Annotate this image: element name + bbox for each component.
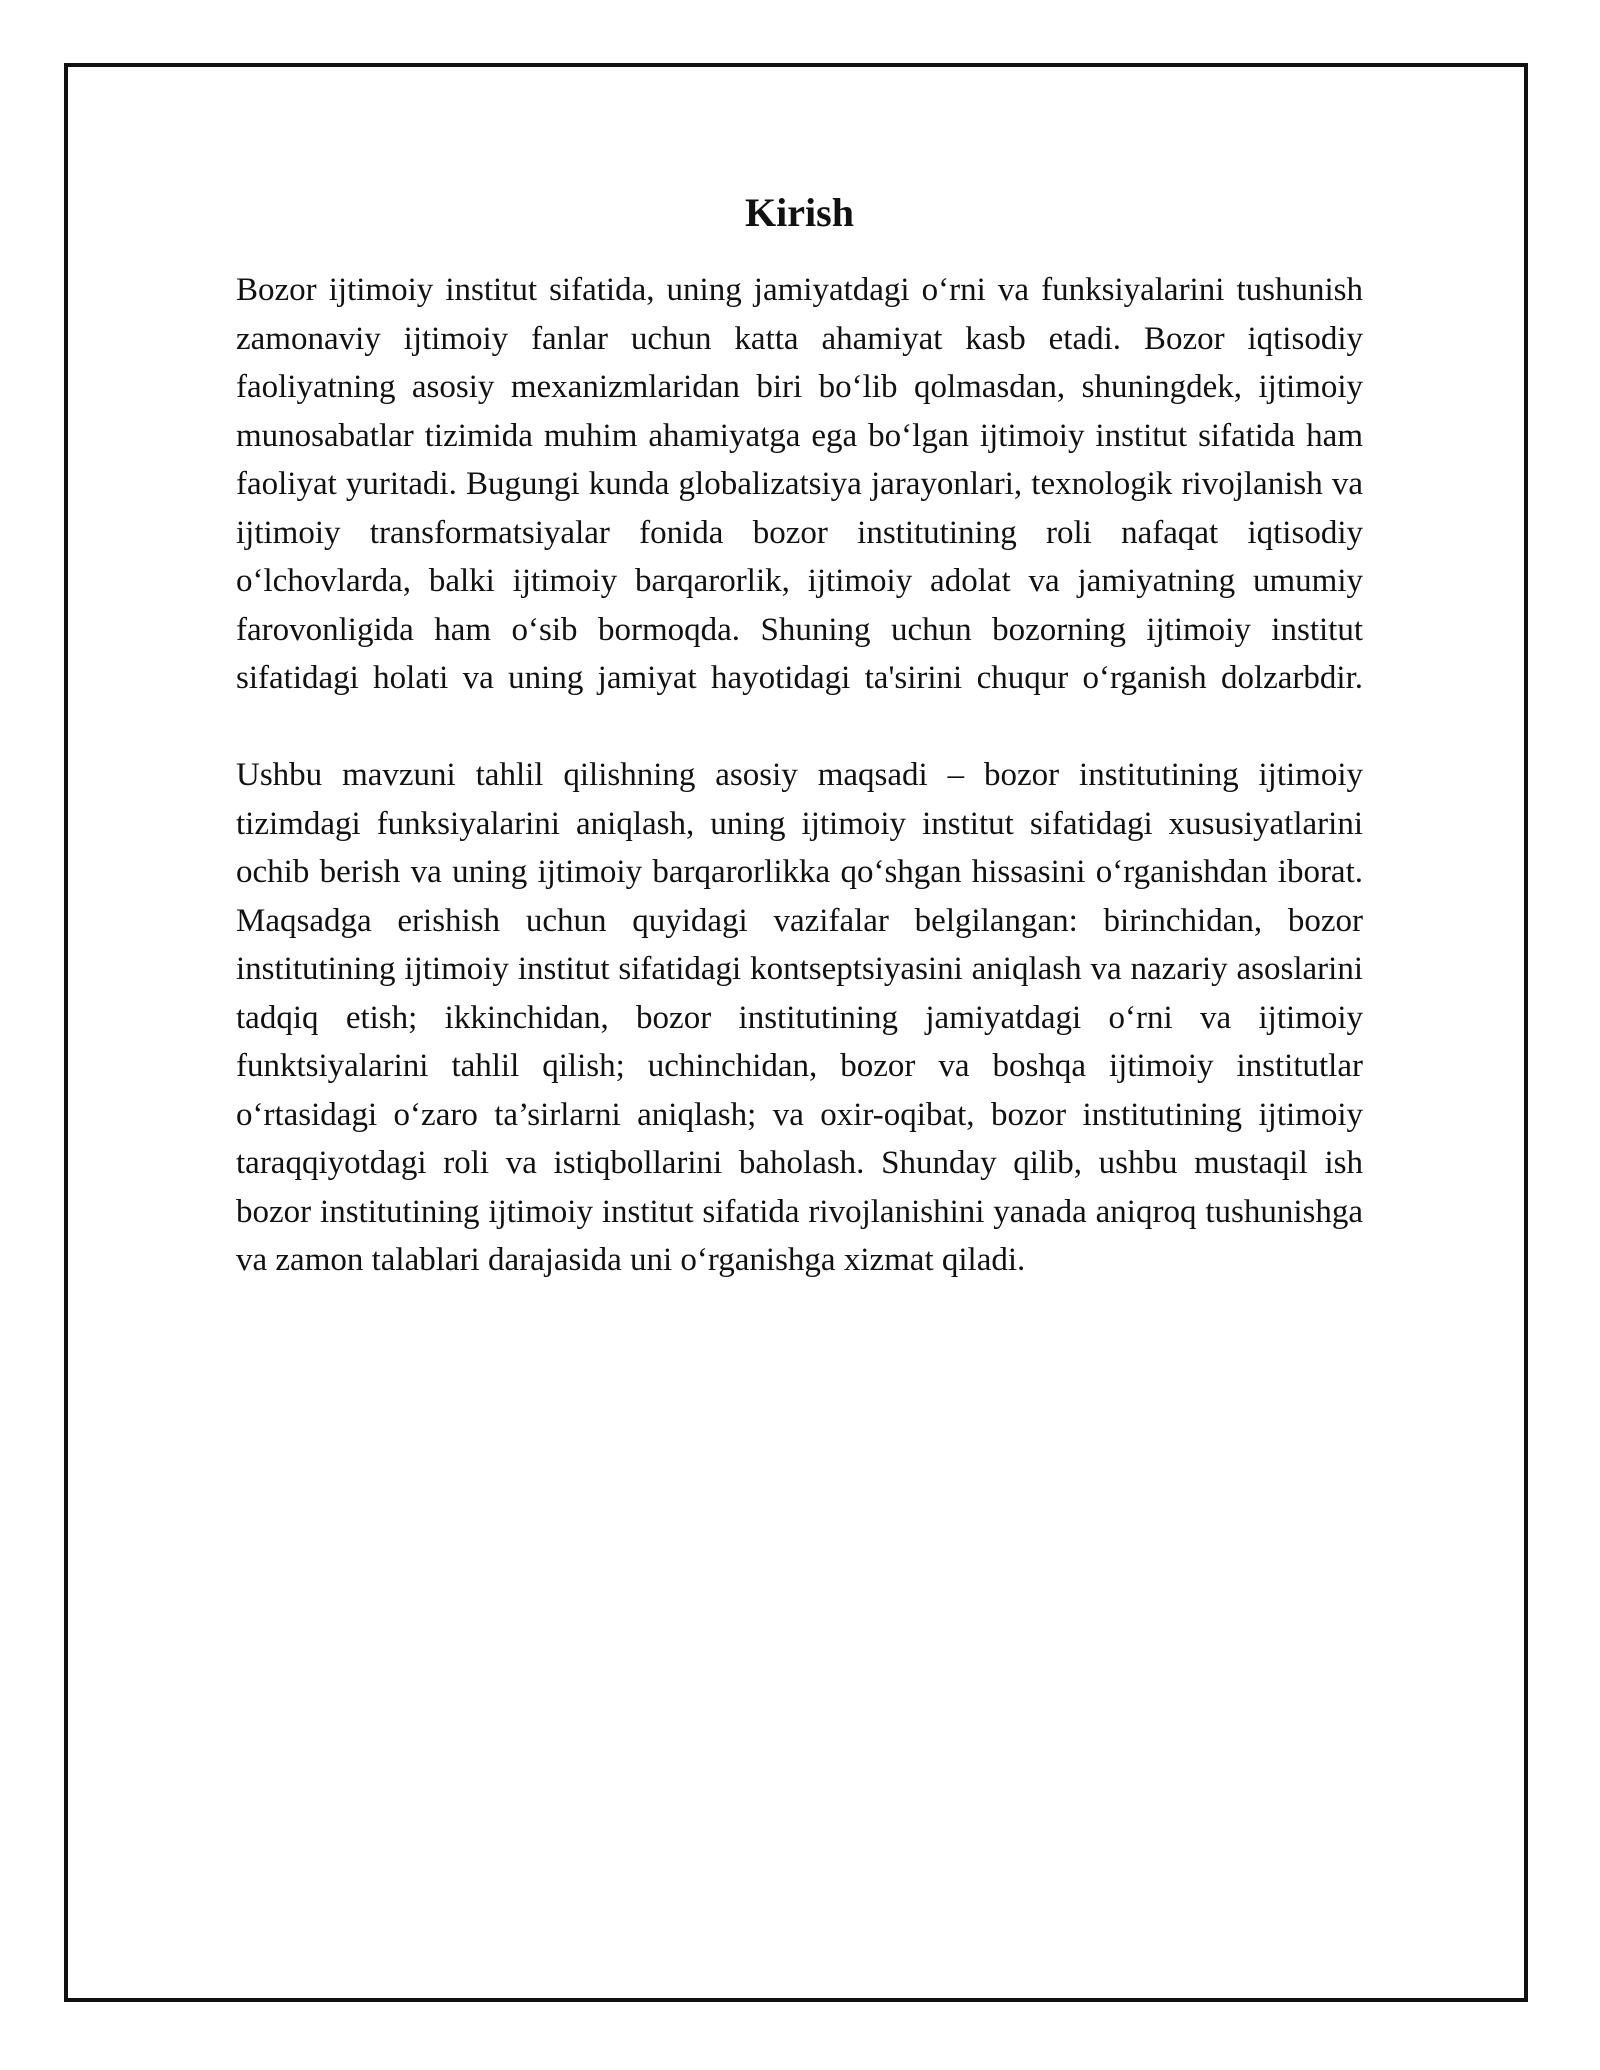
paragraph-introduction: Bozor ijtimoiy institut sifatida, uning jamiyatdagi o‘rni va funksiyalarini tushunish zamonaviy ijtimoiy fanlar uchun katta ahamiyat kasb etadi. Bozor iqtisodiy faoliyatning asosiy mexanizmlaridan biri bo‘lib qolmasdan, shuningdek, ijtimoiy munosabatlar tizimida muhim ahamiyatga ega bo‘lgan ijtimoiy institut sifatida ham faoliyat yuritadi. Bugungi kunda globalizatsiya jarayonlari, texnologik rivojlanish va ijtimoiy transformatsiyalar fonida bozor institutining roli nafaqat iqtisodiy o‘lchovlarda, balki ijtimoiy barqarorlik, ijtimoiy adolat va jamiyatning umumiy farovonligida ham o‘sib bormoqda. Shuning uchun bozorning ijtimoiy institut sifatidagi holati va uning jamiyat hayotidagi ta'sirini chuqur o‘rganish dolzarbdir. bbox=[236, 272, 1363, 696]
paragraph-objectives: Ushbu mavzuni tahlil qilishning asosiy maqsadi – bozor institutining ijtimoiy tizimdagi funksiyalarini aniqlash, uning ijtimoiy institut sifatidagi xususiyatlarini ochib berish va uning ijtimoiy barqarorlikka qo‘shgan hissasini o‘rganishdan iborat. Maqsadga erishish uchun quyidagi vazifalar belgilangan: birinchidan, bozor institutining ijtimoiy institut sifatidagi kontseptsiyasini aniqlash va nazariy asoslarini tadqiq etish; ikkinchidan, bozor institutining jamiyatdagi o‘rni va ijtimoiy funktsiyalarini tahlil qilish; uchinchidan, bozor va boshqa ijtimoiy institutlar o‘rtasidagi o‘zaro ta’sirlarni aniqlash; va oxir-oqibat, bozor institutining ijtimoiy taraqqiyotdagi roli va istiqbollarini baholash. Shunday qilib, ushbu mustaqil ish bozor institutining ijtimoiy institut sifatida rivojlanishini yanada aniqroq tushunishga va zamon talablari darajasida uni o‘rganishga xizmat qiladi. bbox=[236, 757, 1363, 1278]
page-title: Kirish bbox=[745, 190, 854, 235]
document-body bbox=[236, 182, 1363, 1285]
